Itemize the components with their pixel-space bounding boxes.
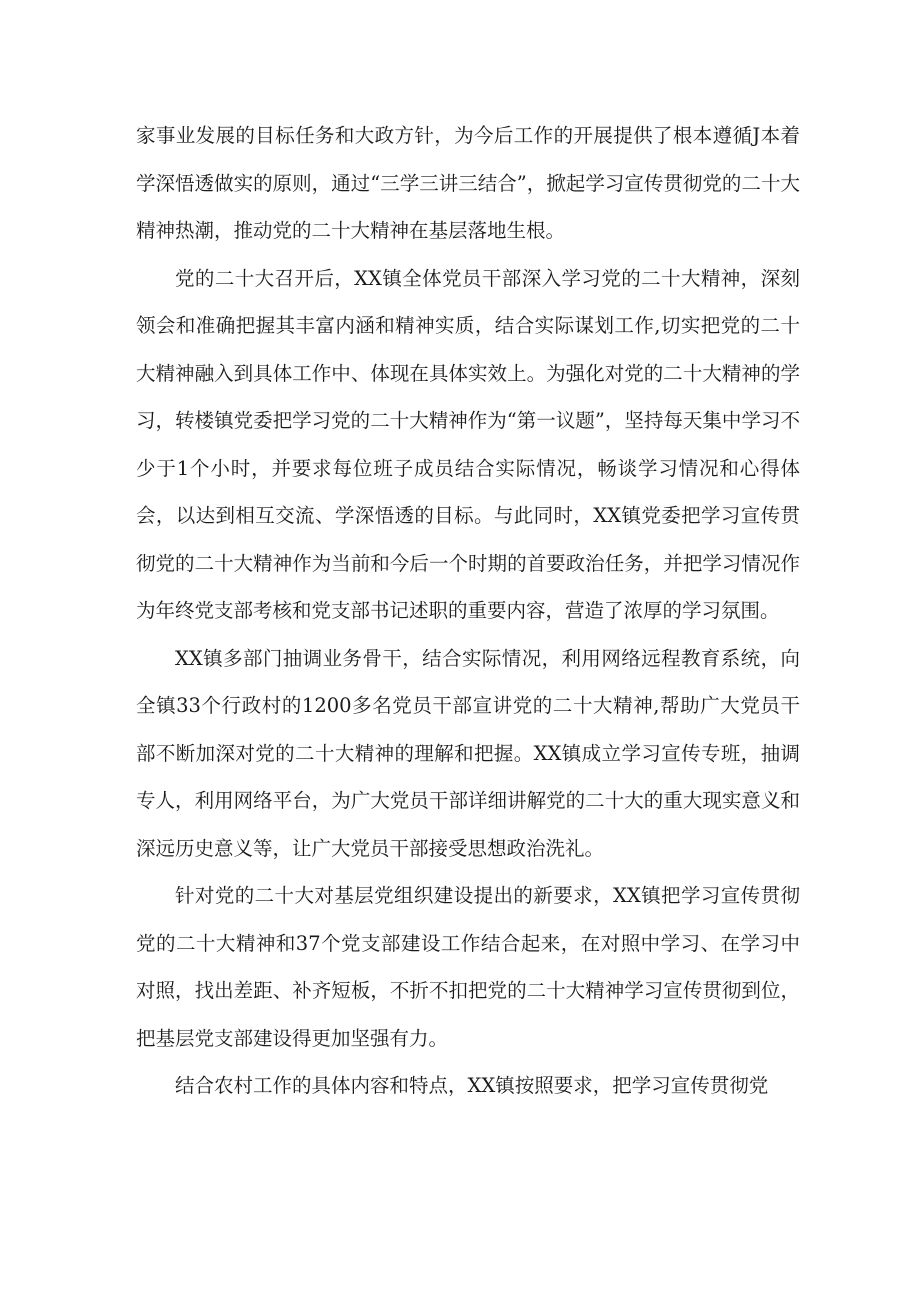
document-body	[136, 112, 800, 1110]
paragraph-4: 针对党的二十大对基层党组织建设提出的新要求，XX镇把学习宣传贯彻党的二十大精神和37个党支部建设工作结合起来，在对照中学习、在学习中对照，找出差距、补齐短板，不折不扣把党的二十大精神学习宣传贯彻到位，把基层党支部建设得更加坚强有力。	[136, 884, 800, 1050]
paragraph-2: 党的二十大召开后，XX镇全体党员干部深入学习党的二十大精神，深刻领会和准确把握其丰富内涵和精神实质，结合实际谋划工作,切实把党的二十大精神融入到具体工作中、体现在具体实效上。为强化对党的二十大精神的学习，转楼镇党委把学习党的二十大精神作为“第一议题”，坚持每天集中学习不少于1个小时，并要求每位班子成员结合实际情况，畅谈学习情况和心得体会，以达到相互交流、学深悟透的目标。与此同时，XX镇党委把学习宣传贯彻党的二十大精神作为当前和今后一个时期的首要政治任务，并把学习情况作为年终党支部考核和党支部书记述职的重要内容，营造了浓厚的学习氛围。	[136, 266, 800, 622]
paragraph-1: 家事业发展的目标任务和大政方针，为今后工作的开展提供了根本遵循J本着学深悟透做实的原则，通过“三学三讲三结合”，掀起学习宣传贯彻党的二十大精神热潮，推动党的二十大精神在基层落地生根。	[136, 124, 800, 242]
paragraph-3: XX镇多部门抽调业务骨干，结合实际情况，利用网络远程教育系统，向全镇33个行政村的1200多名党员干部宣讲党的二十大精神,帮助广大党员干部不断加深对党的二十大精神的理解和把握。XX镇成立学习宣传专班，抽调专人，利用网络平台，为广大党员干部详细讲解党的二十大的重大现实意义和深远历史意义等，让广大党员干部接受思想政治洗礼。	[136, 646, 800, 860]
paragraph-5: 结合农村工作的具体内容和特点，XX镇按照要求，把学习宣传贯彻党	[175, 1074, 769, 1097]
